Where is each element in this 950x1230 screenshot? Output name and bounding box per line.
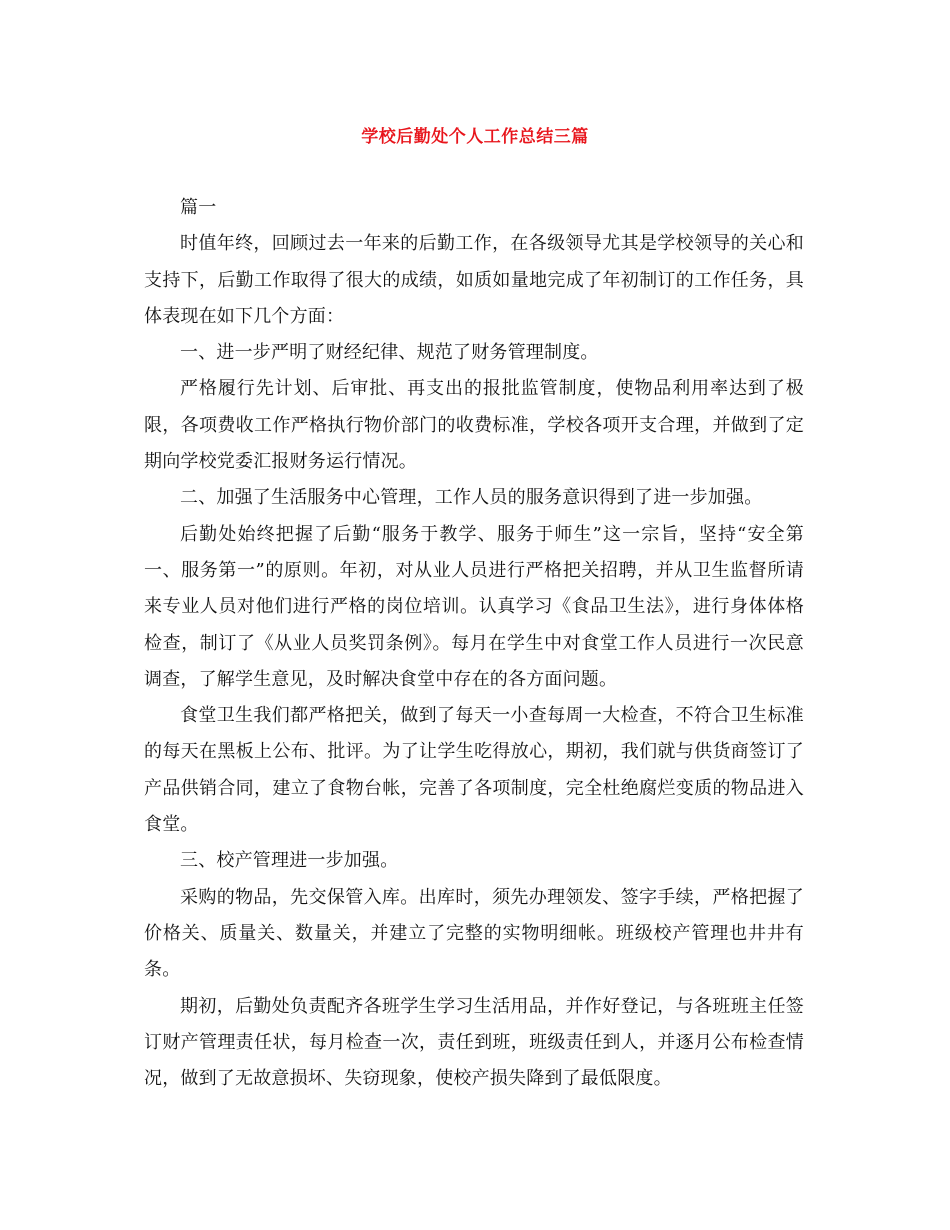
document-body xyxy=(144,190,804,1097)
section-heading-finance: 一、进一步严明了财经纪律、规范了财务管理制度。 xyxy=(180,342,599,364)
document-title: 学校后勤处个人工作总结三篇 xyxy=(361,127,589,147)
section-heading-service-center: 二、加强了生活服务中心管理，工作人员的服务意识得到了进一步加强。 xyxy=(180,487,763,509)
procurement-paragraph: 采购的物品，先交保管入库。出库时，须先办理领发、签字手续，严格把握了价格关、质量关、数量关，并建立了完整的实物明细帐。班级校产管理也井井有条。 xyxy=(144,886,804,981)
intro-paragraph: 时值年终，回顾过去一年来的后勤工作，在各级领导尤其是学校领导的关心和支持下，后勤工作取得了很大的成绩，如质如量地完成了年初制订的工作任务，具体表现在如下几个方面： xyxy=(144,233,804,327)
section-heading-school-property: 三、校产管理进一步加强。 xyxy=(180,850,399,872)
finance-paragraph: 严格履行先计划、后审批、再支出的报批监管制度，使物品利用率达到了极限，各项费收工作严格执行物价部门的收费标准，学校各项开支合理，并做到了定期向学校党委汇报财务运行情况。 xyxy=(144,378,804,473)
section-heading-part-one: 篇一 xyxy=(180,197,217,218)
class-property-paragraph: 期初，后勤处负责配齐各班学生学习生活用品，并作好登记，与各班班主任签订财产管理责任状，每月检查一次，责任到班，班级责任到人，并逐月公布检查情况，做到了无故意损坏、失窃现象，使校产损失降到了最低限度。 xyxy=(144,995,804,1090)
service-center-paragraph: 后勤处始终把握了后勤“服务于教学、服务于师生”这一宗旨，坚持“安全第一、服务第一”的原则。年初，对从业人员进行严格把关招聘，并从卫生监督所请来专业人员对他们进行严格的岗位培训。认真学习《食品卫生法》，进行身体体格检查，制订了《从业人员奖罚条例》。每月在学生中对食堂工作人员进行一次民意调查，了解学生意见，及时解决食堂中存在的各方面问题。 xyxy=(144,523,804,690)
canteen-hygiene-paragraph: 食堂卫生我们都严格把关，做到了每天一小查每周一大检查，不符合卫生标准的每天在黑板上公布、批评。为了让学生吃得放心，期初，我们就与供货商签订了产品供销合同，建立了食物台帐，完善了各项制度，完全杜绝腐烂变质的物品进入食堂。 xyxy=(144,705,804,836)
